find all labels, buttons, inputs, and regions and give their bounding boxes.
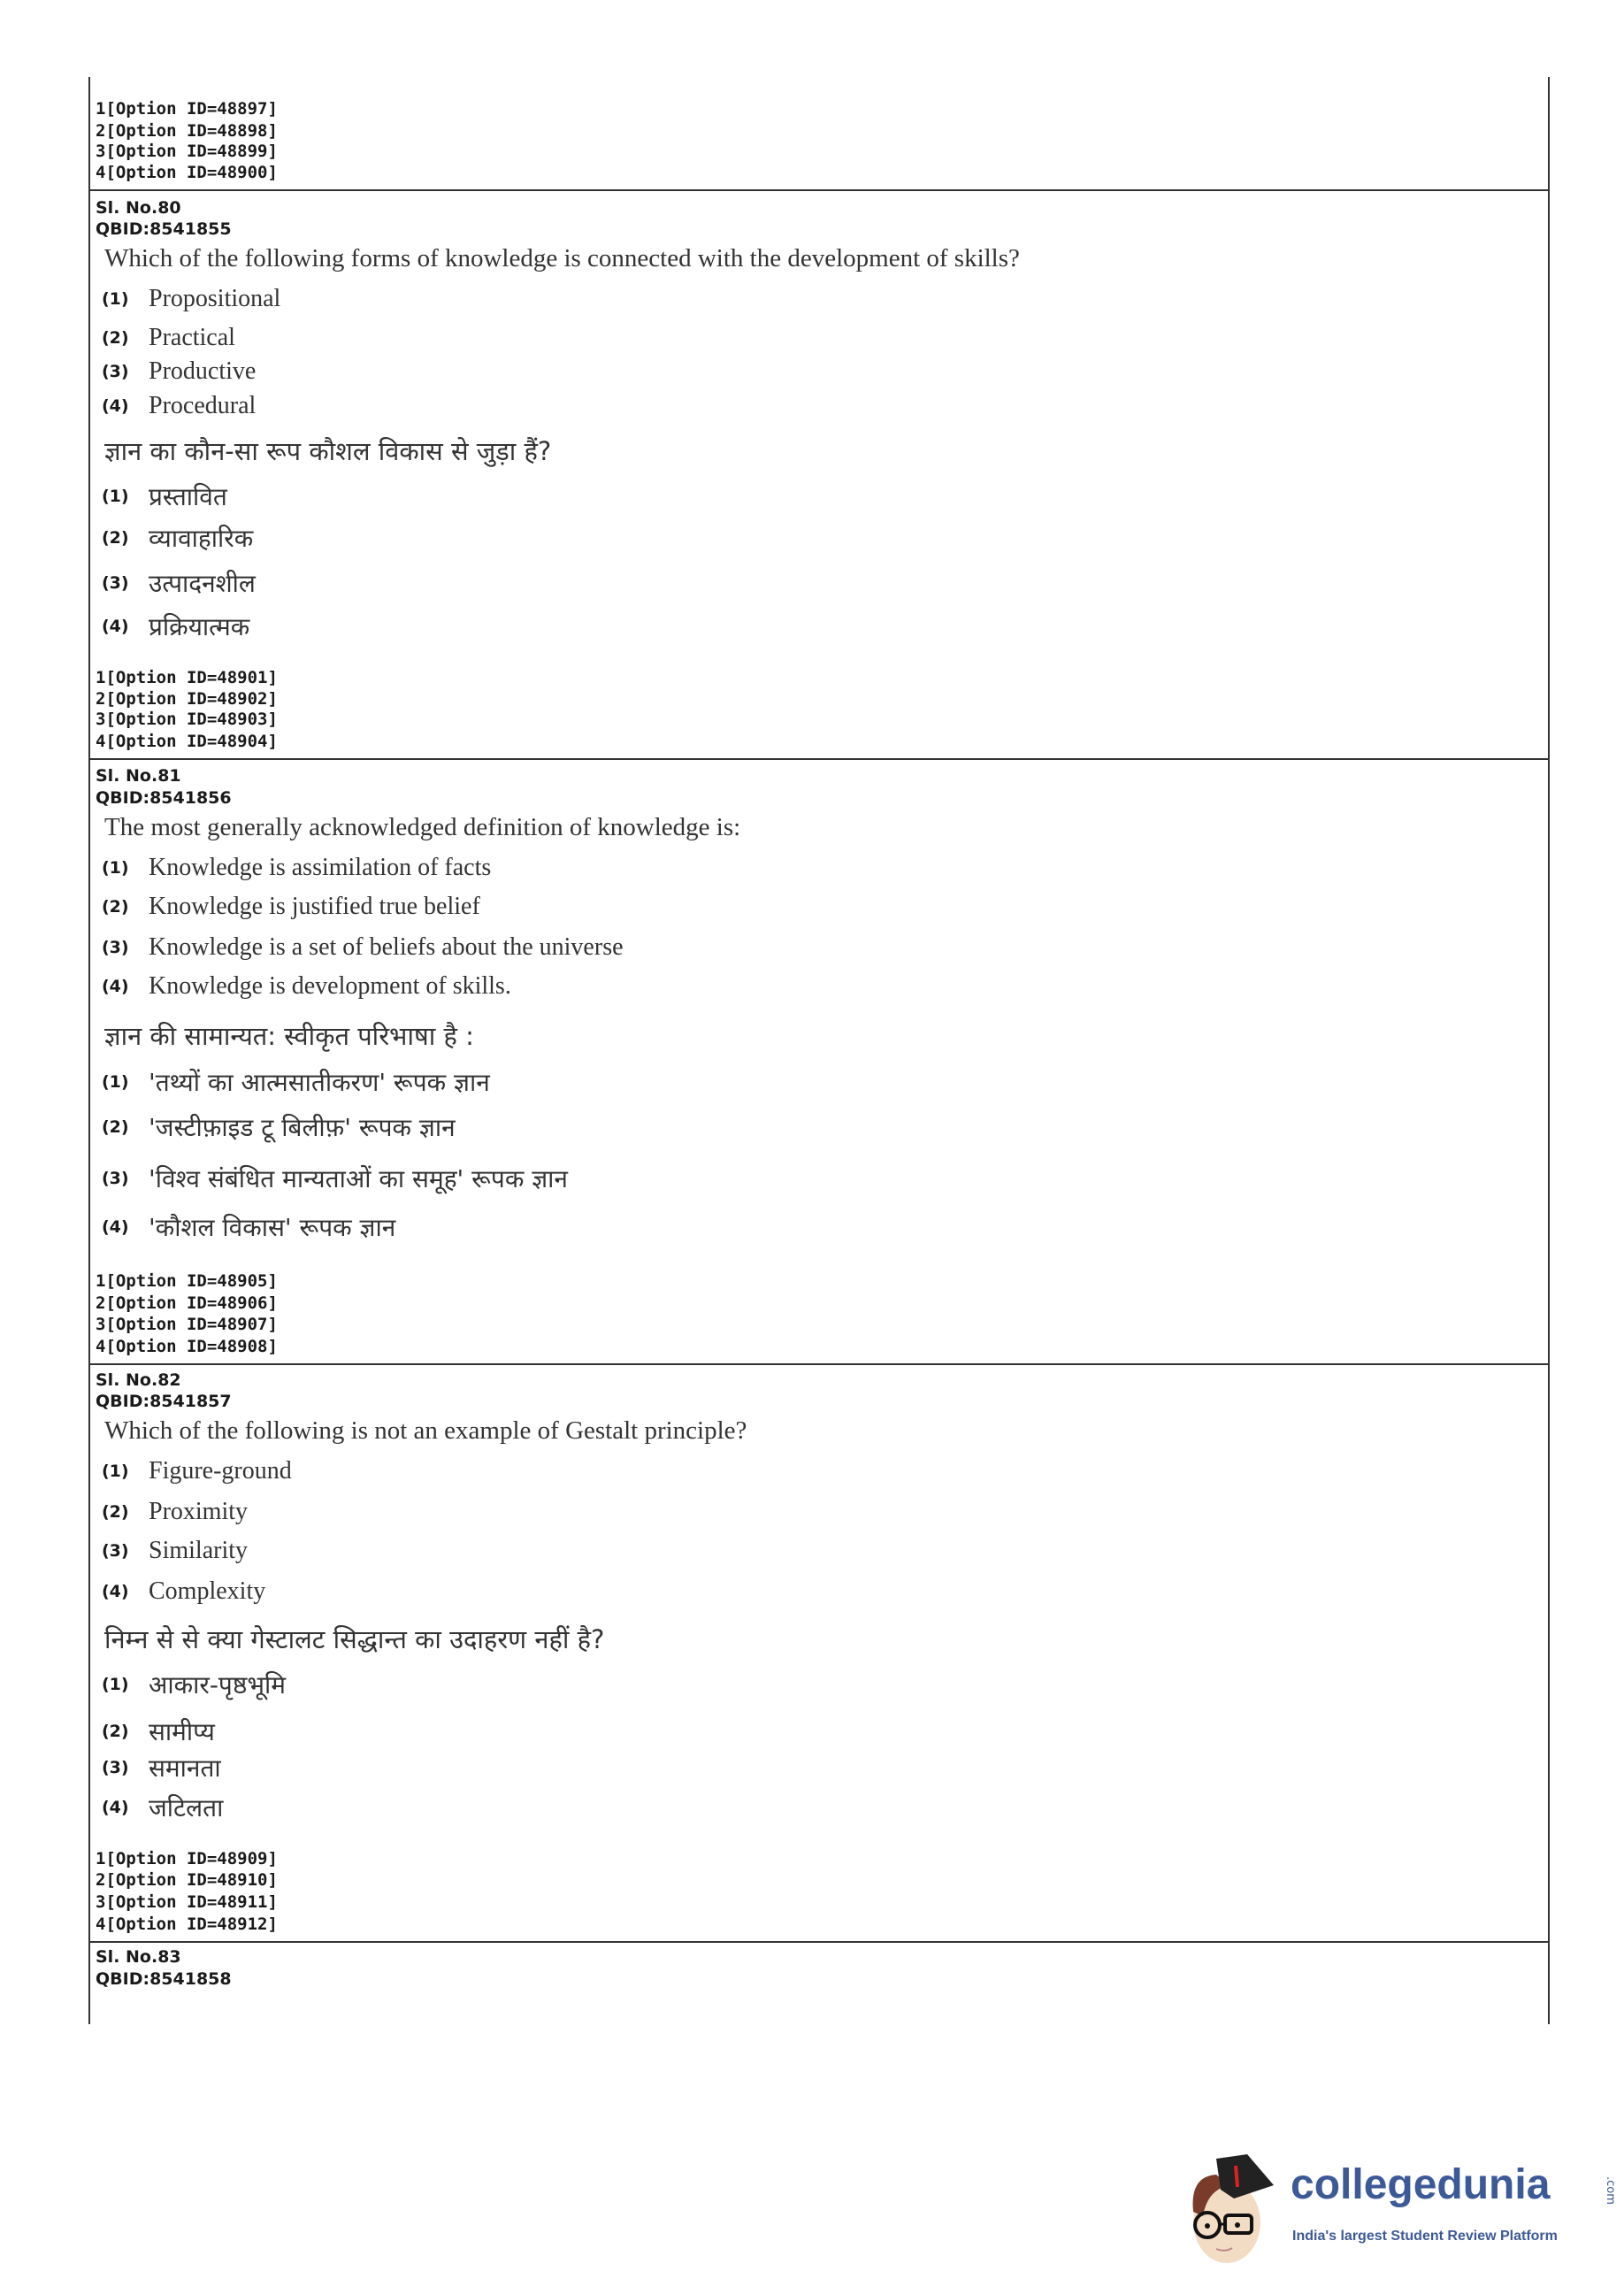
option-text: जटिलता bbox=[149, 1793, 224, 1822]
option-text: Knowledge is a set of beliefs about the universe bbox=[149, 933, 624, 961]
option-text: Knowledge is justified true belief bbox=[149, 893, 480, 920]
option-number: (4) bbox=[102, 1217, 129, 1237]
option-number: (1) bbox=[102, 289, 129, 309]
section-divider bbox=[88, 1941, 1550, 1943]
option-id-line: 2[Option ID=48898] bbox=[96, 121, 278, 141]
logo-tagline: India's largest Student Review Platform bbox=[1292, 2229, 1558, 2244]
option-english bbox=[102, 1576, 265, 1608]
option-number: (1) bbox=[102, 1462, 129, 1481]
section-divider bbox=[88, 1363, 1550, 1365]
option-id-line: 1[Option ID=48909] bbox=[96, 1849, 278, 1868]
option-text: समानता bbox=[149, 1753, 221, 1783]
option-hindi bbox=[102, 567, 256, 599]
question-text-hindi: ज्ञान की सामान्यत: स्वीकृत परिभाषा है : bbox=[104, 1021, 474, 1051]
option-text: 'तथ्यों का आत्मसातीकरण' रूपक ज्ञान bbox=[149, 1068, 490, 1097]
option-text: Figure-ground bbox=[149, 1457, 292, 1485]
option-text: Propositional bbox=[149, 285, 281, 312]
option-english bbox=[102, 1535, 248, 1567]
option-text: Productive bbox=[149, 357, 257, 385]
option-id-line: 4[Option ID=48900] bbox=[96, 163, 278, 182]
option-english bbox=[102, 852, 491, 884]
option-number: (3) bbox=[102, 1541, 129, 1561]
option-number: (2) bbox=[102, 1502, 129, 1522]
option-english bbox=[102, 891, 480, 923]
option-id-line: 2[Option ID=48910] bbox=[96, 1870, 278, 1890]
question-text-english: Which of the following forms of knowledge is connected with the development of skills? bbox=[104, 244, 1020, 272]
option-number: (2) bbox=[102, 328, 129, 348]
option-id-line: 1[Option ID=48901] bbox=[96, 668, 278, 687]
option-text: व्यावाहारिक bbox=[149, 524, 254, 553]
option-number: (1) bbox=[102, 487, 129, 506]
serial-number: Sl. No.83 bbox=[96, 1947, 181, 1967]
option-hindi bbox=[102, 1752, 221, 1784]
option-number: (4) bbox=[102, 396, 129, 416]
option-hindi bbox=[102, 610, 249, 642]
question-text-english: Which of the following is not an example of Gestalt principle? bbox=[104, 1416, 747, 1445]
question-text-hindi: ज्ञान का कौन-सा रूप कौशल विकास से जुड़ा हैं? bbox=[104, 436, 552, 466]
option-number: (3) bbox=[102, 1758, 129, 1777]
option-id-line: 2[Option ID=48902] bbox=[96, 689, 278, 709]
option-number: (3) bbox=[102, 573, 129, 593]
option-number: (4) bbox=[102, 1798, 129, 1817]
option-text: प्रस्तावित bbox=[149, 482, 227, 511]
option-hindi bbox=[102, 522, 253, 554]
option-text: 'विश्व संबंधित मान्यताओं का समूह' रूपक ज्ञान bbox=[149, 1164, 568, 1193]
option-number: (3) bbox=[102, 938, 129, 957]
option-id-line: 2[Option ID=48906] bbox=[96, 1293, 278, 1313]
option-id-line: 3[Option ID=48907] bbox=[96, 1315, 278, 1334]
option-text: Proximity bbox=[149, 1498, 249, 1525]
option-hindi bbox=[102, 1211, 395, 1243]
option-english bbox=[102, 1455, 292, 1487]
option-text: प्रक्रियात्मक bbox=[149, 612, 250, 641]
option-hindi bbox=[102, 1066, 490, 1098]
option-number: (1) bbox=[102, 1072, 129, 1092]
option-text: सामीप्य bbox=[149, 1717, 215, 1746]
option-id-line: 4[Option ID=48908] bbox=[96, 1337, 278, 1356]
option-english bbox=[102, 1496, 248, 1528]
option-text: Knowledge is development of skills. bbox=[149, 972, 511, 1000]
option-english bbox=[102, 283, 280, 315]
option-hindi bbox=[102, 1111, 456, 1143]
option-text: Practical bbox=[149, 324, 235, 351]
option-english bbox=[102, 322, 235, 354]
question-text-hindi: निम्न से से क्या गेस्टालट सिद्धान्त का उदाहरण नहीं है? bbox=[104, 1624, 605, 1654]
option-text: Knowledge is assimilation of facts bbox=[149, 854, 492, 881]
option-id-line: 4[Option ID=48912] bbox=[96, 1915, 278, 1934]
option-number: (3) bbox=[102, 362, 129, 381]
option-number: (1) bbox=[102, 1675, 129, 1694]
collegedunia-logo bbox=[1181, 2150, 1623, 2269]
option-english bbox=[102, 390, 256, 422]
section-divider bbox=[88, 189, 1550, 191]
question-text-english: The most generally acknowledged definition of knowledge is: bbox=[104, 813, 741, 841]
left-border bbox=[88, 77, 90, 2024]
student-mascot-icon bbox=[1181, 2150, 1287, 2269]
option-id-line: 3[Option ID=48911] bbox=[96, 1892, 278, 1912]
option-number: (1) bbox=[102, 858, 129, 878]
option-text: उत्पादनशील bbox=[149, 569, 256, 598]
qbid: QBID:8541857 bbox=[96, 1392, 232, 1411]
right-border bbox=[1548, 77, 1550, 2024]
option-number: (3) bbox=[102, 1169, 129, 1188]
option-id-line: 3[Option ID=48903] bbox=[96, 710, 278, 729]
option-hindi bbox=[102, 1669, 286, 1700]
option-number: (2) bbox=[102, 1722, 129, 1741]
option-number: (4) bbox=[102, 977, 129, 996]
option-text: 'जस्टीफ़ाइड टू बिलीफ़' रूपक ज्ञान bbox=[149, 1113, 456, 1142]
qbid: QBID:8541858 bbox=[96, 1969, 232, 1989]
option-id-line: 1[Option ID=48897] bbox=[96, 99, 278, 119]
option-number: (4) bbox=[102, 617, 129, 636]
section-divider bbox=[88, 758, 1550, 760]
option-text: 'कौशल विकास' रूपक ज्ञान bbox=[149, 1213, 396, 1242]
option-english bbox=[102, 932, 624, 963]
option-id-line: 1[Option ID=48905] bbox=[96, 1271, 278, 1291]
option-id-line: 4[Option ID=48904] bbox=[96, 732, 278, 751]
option-hindi bbox=[102, 480, 227, 512]
logo-brand-text: collegedunia bbox=[1291, 2161, 1551, 2208]
option-number: (2) bbox=[102, 1117, 129, 1137]
serial-number: Sl. No.82 bbox=[96, 1370, 181, 1390]
option-text: Complexity bbox=[149, 1577, 266, 1605]
serial-number: Sl. No.81 bbox=[96, 766, 181, 786]
option-hindi bbox=[102, 1715, 215, 1747]
logo-domain-text: .com bbox=[1604, 2176, 1617, 2205]
option-number: (2) bbox=[102, 528, 129, 548]
qbid: QBID:8541856 bbox=[96, 788, 232, 808]
qbid: QBID:8541855 bbox=[96, 219, 232, 239]
serial-number: Sl. No.80 bbox=[96, 198, 181, 218]
option-number: (2) bbox=[102, 897, 129, 917]
option-id-line: 3[Option ID=48899] bbox=[96, 142, 278, 161]
option-hindi bbox=[102, 1792, 223, 1823]
option-english bbox=[102, 356, 256, 388]
option-text: Procedural bbox=[149, 392, 257, 419]
option-text: Similarity bbox=[149, 1537, 248, 1564]
option-hindi bbox=[102, 1163, 568, 1194]
option-text: आकार-पृष्ठभूमि bbox=[149, 1670, 287, 1700]
option-english bbox=[102, 971, 511, 1002]
option-number: (4) bbox=[102, 1582, 129, 1601]
